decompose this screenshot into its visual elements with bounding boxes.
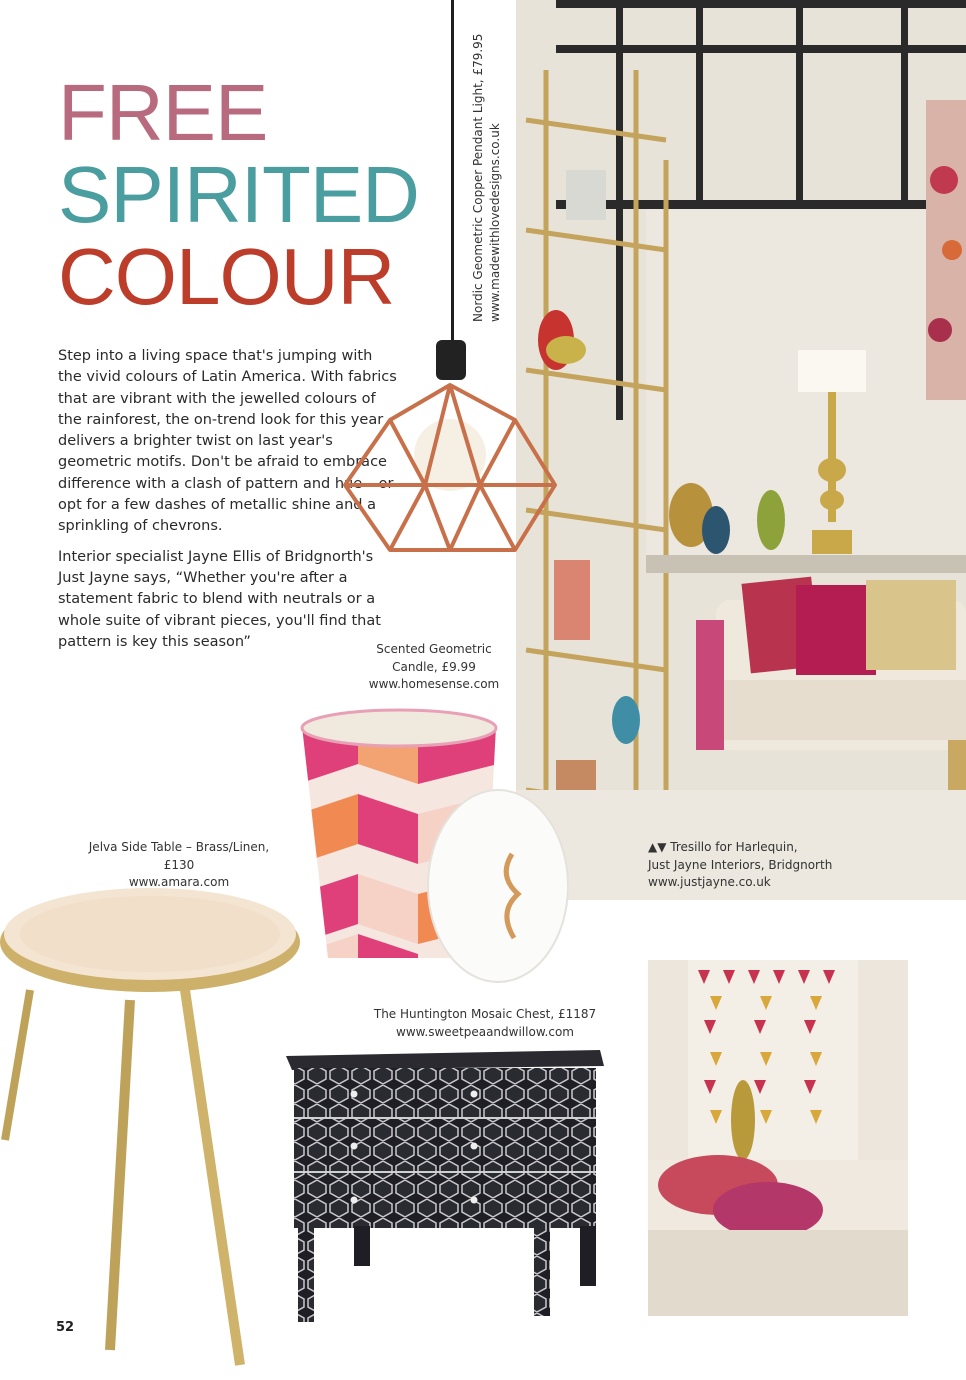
headline bbox=[58, 68, 419, 321]
pendant-caption-line1: Nordic Geometric Copper Pendant Light, £79.95 bbox=[471, 33, 485, 322]
harlequin-caption-line2: Just Jayne Interiors, Bridgnorth bbox=[648, 857, 833, 872]
chest-caption-line1: The Huntington Mosaic Chest, £1187 bbox=[373, 1007, 597, 1021]
harlequin-caption-line3: www.justjayne.co.uk bbox=[648, 875, 771, 889]
candle-caption-line3: www.homesense.com bbox=[368, 677, 500, 691]
huntington-mosaic-chest bbox=[284, 1046, 608, 1324]
side-table-caption-line1: Jelva Side Table – Brass/Linen, £130 bbox=[88, 840, 270, 872]
scented-geometric-candle bbox=[298, 704, 572, 990]
candle-caption bbox=[362, 641, 506, 694]
harlequin-caption bbox=[648, 839, 848, 892]
chest-caption bbox=[372, 1006, 598, 1041]
harlequin-caption-line1: ▲▼ Tresillo for Harlequin, bbox=[648, 840, 798, 854]
body-paragraph-1: Step into a living space that's jumping with the vivid colours of Latin America. With fabrics that are vibrant with the jewelled colours of the rainforest, the on-trend look for this year delivers a brighter twist on last year's geometric motifs. Don't be afraid to embrace difference with a clash of pattern and hue – or opt for a few dashes of metallic shine and a sprinkling of chevrons. bbox=[58, 348, 397, 535]
pendant-caption bbox=[470, 32, 504, 322]
copper-pendant-light bbox=[330, 330, 570, 570]
living-room-photo bbox=[516, 0, 966, 900]
candle-caption-line2: Candle, £9.99 bbox=[392, 659, 476, 674]
headline-spirited: SPIRITED bbox=[58, 150, 419, 239]
harlequin-fabric-photo bbox=[648, 960, 908, 1316]
headline-colour: COLOUR bbox=[58, 232, 395, 321]
side-table-caption-line2: www.amara.com bbox=[128, 875, 230, 889]
pendant-cord bbox=[451, 0, 454, 340]
body-paragraph-2: Interior specialist Jayne Ellis of Bridgnorth's Just Jayne says, “Whether you're after a statement fabric to blend with neutrals or a whole suite of vibrant pieces, you'll find that pattern is key this season” bbox=[58, 548, 381, 650]
candle-caption-line1: Scented Geometric bbox=[376, 642, 492, 656]
jelva-side-table bbox=[0, 880, 300, 1370]
page-number: 52 bbox=[56, 1320, 75, 1335]
headline-free: FREE bbox=[58, 68, 268, 157]
chest-caption-line2: www.sweetpeaandwillow.com bbox=[396, 1024, 574, 1039]
pendant-caption-line2: www.madewithlovedesigns.co.uk bbox=[488, 123, 502, 322]
